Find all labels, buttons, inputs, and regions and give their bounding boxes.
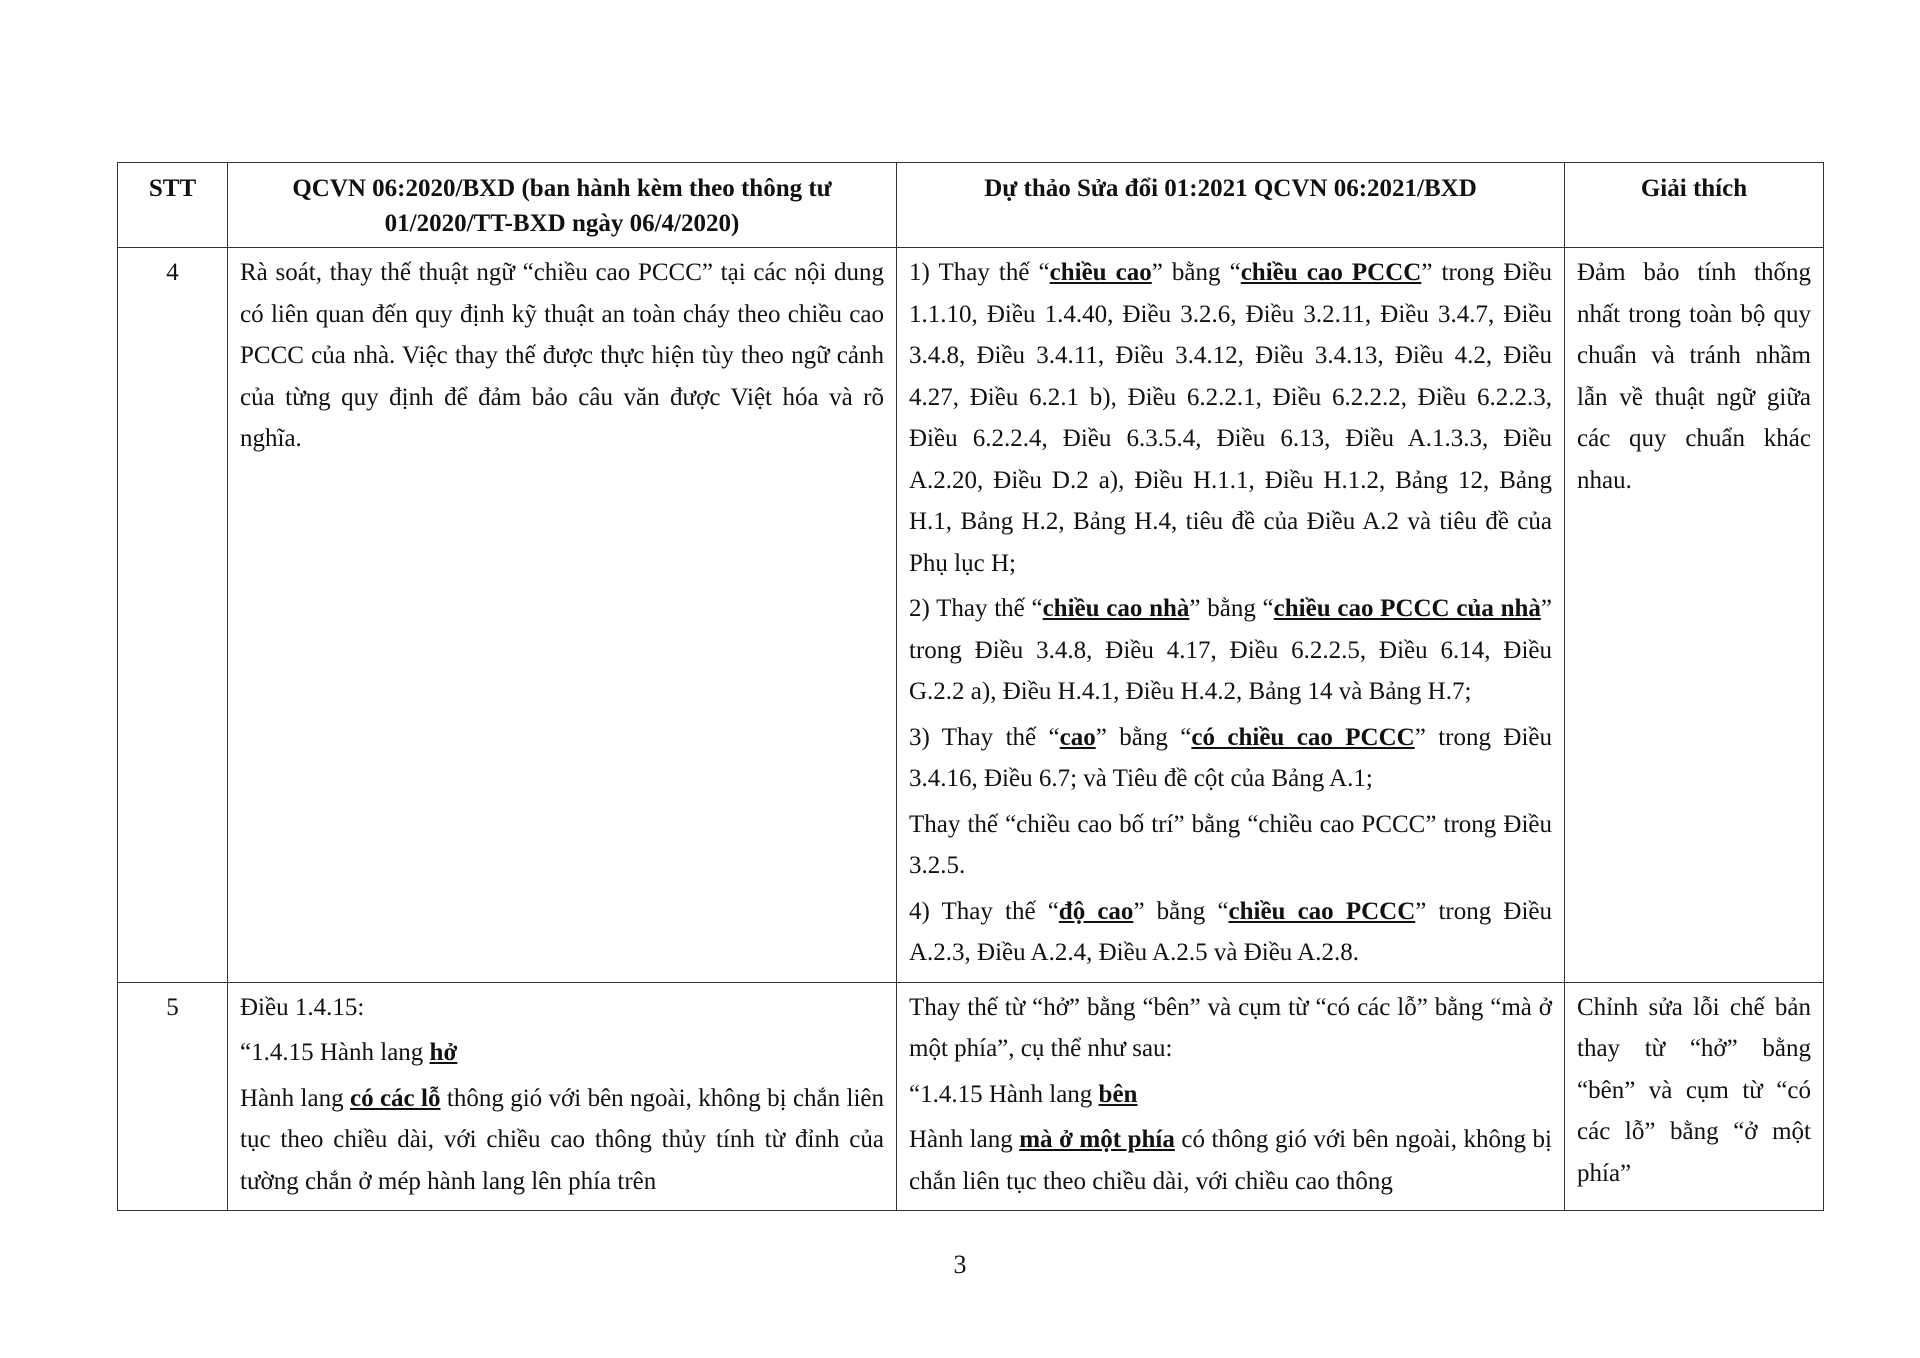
header-old-regulation: QCVN 06:2020/BXD (ban hành kèm theo thông tư 01/2020/TT-BXD ngày 06/4/2020) [228,163,897,248]
table-row [118,248,1824,983]
draft-article-body [909,1119,1552,1202]
old-article-body [240,1078,884,1203]
table-row [118,982,1824,1211]
old-term: hở [429,1039,458,1066]
text-span: ” trong Điều 3.4.16, Điều 6.7; và Tiêu đề cột của Bảng A.1; [909,723,1552,792]
text-span: 2) Thay thế “ [909,595,1043,622]
text-span: 1) Thay thế “ [909,259,1050,286]
text-span: ” trong Điều 3.4.8, Điều 4.17, Điều 6.2.2.5, Điều 6.14, Điều G.2.2 a), Điều H.4.1, Điều H.4.2, Bảng 14 và Bảng H.7; [909,595,1552,705]
old-term: có các lỗ [349,1084,441,1112]
draft-item-4 [909,891,1552,974]
new-term: bên [1098,1080,1138,1108]
header-explanation: Giải thích [1565,163,1824,248]
header-stt: STT [118,163,228,248]
text-span: ” bằng “ [1095,723,1192,751]
old-article-title [240,1032,884,1074]
page-number: 3 [953,1250,967,1279]
row-4-explanation: Đảm bảo tính thống nhất trong toàn bộ quy chuẩn và tránh nhầm lẫn về thuật ngữ giữa các quy chuẩn khác nhau. [1565,248,1824,983]
text-span: “1.4.15 Hành lang [240,1039,430,1066]
text-span: ” trong Điều A.2.3, Điều A.2.4, Điều A.2.5 và Điều A.2.8. [909,897,1552,966]
old-term: chiều cao nhà [1042,595,1190,622]
text-span: Hành lang [909,1126,1020,1153]
text-span: ” trong Điều 1.1.10, Điều 1.4.40, Điều 3.2.6, Điều 3.2.11, Điều 3.4.7, Điều 3.4.8, Điều 3.4.11, Điều 3.4.12, Điều 3.4.13, Điều 4.2, Điều 4.27, Điều 6.2.1 b), Điều 6.2.2.1, Điều 6.2.2.2, Điều 6.2.2.3, Điều 6.2.2.4, Điều 6.3.5.4, Điều 6.13, Điều A.1.3.3, Điều A.2.20, Điều D.2 a), Điều H.1.1, Điều H.1.2, Bảng 12, Bảng H.1, Bảng H.2, Bảng H.4, tiêu đề của Điều A.2 và tiêu đề của Phụ lục H; [909,259,1552,577]
draft-item-3b: Thay thế “chiều cao bố trí” bằng “chiều cao PCCC” trong Điều 3.2.5. [909,810,1552,879]
row-4-draft-text [897,248,1565,983]
old-term: cao [1059,723,1096,751]
text-span: ” bằng “ [1151,259,1241,286]
new-term: chiều cao PCCC của nhà [1273,595,1541,622]
old-term: độ cao [1058,897,1134,925]
row-5-old-text [228,982,897,1211]
text-span: Hành lang [240,1084,350,1112]
row-5-draft-text [897,982,1565,1211]
row-4-stt: 4 [118,248,228,983]
draft-item-1 [909,252,1552,584]
new-term: chiều cao PCCC [1240,259,1422,286]
draft-article-title [909,1074,1552,1116]
draft-item-2 [909,588,1552,713]
new-term: có chiều cao PCCC [1191,723,1415,751]
new-term: chiều cao PCCC [1228,897,1416,925]
header-draft-amendment: Dự thảo Sửa đổi 01:2021 QCVN 06:2021/BXD [897,163,1565,248]
draft-item-3 [909,717,1552,800]
table-header-row [118,163,1824,248]
text-span: thông gió với bên ngoài, không bị chắn liên tục theo chiều dài, với chiều cao thông thủy tính từ đỉnh của tường chắn ở mép hành lang lên phía trên [240,1084,885,1195]
text-span: ” bằng “ [1189,595,1274,622]
text-span: ” bằng “ [1133,897,1229,925]
row-4-old-text: Rà soát, thay thế thuật ngữ “chiều cao PCCC” tại các nội dung có liên quan đến quy định kỹ thuật an toàn cháy theo chiều cao PCCC của nhà. Việc thay thế được thực hiện tùy theo ngữ cảnh của từng quy định để đảm bảo câu văn được Việt hóa và rõ nghĩa. [228,248,897,983]
old-term: chiều cao [1049,259,1152,286]
text-span: 3) Thay thế “ [909,723,1060,751]
new-term: mà ở một phía [1019,1126,1175,1153]
row-5-stt: 5 [118,982,228,1211]
text-span: 4) Thay thế “ [909,897,1059,925]
row-5-explanation: Chỉnh sửa lỗi chế bản thay từ “hở” bằng “bên” và cụm từ “có các lỗ” bằng “ở một phía” [1565,982,1824,1211]
old-article-ref: Điều 1.4.15: [240,993,365,1021]
comparison-table [117,162,1824,1211]
draft-intro: Thay thế từ “hở” bằng “bên” và cụm từ “có các lỗ” bằng “mà ở một phía”, cụ thể như sau: [909,993,1552,1062]
text-span: có thông gió với bên ngoài, không bị chắn liên tục theo chiều dài, với chiều cao thông [909,1126,1552,1195]
text-span: “1.4.15 Hành lang [909,1080,1099,1108]
